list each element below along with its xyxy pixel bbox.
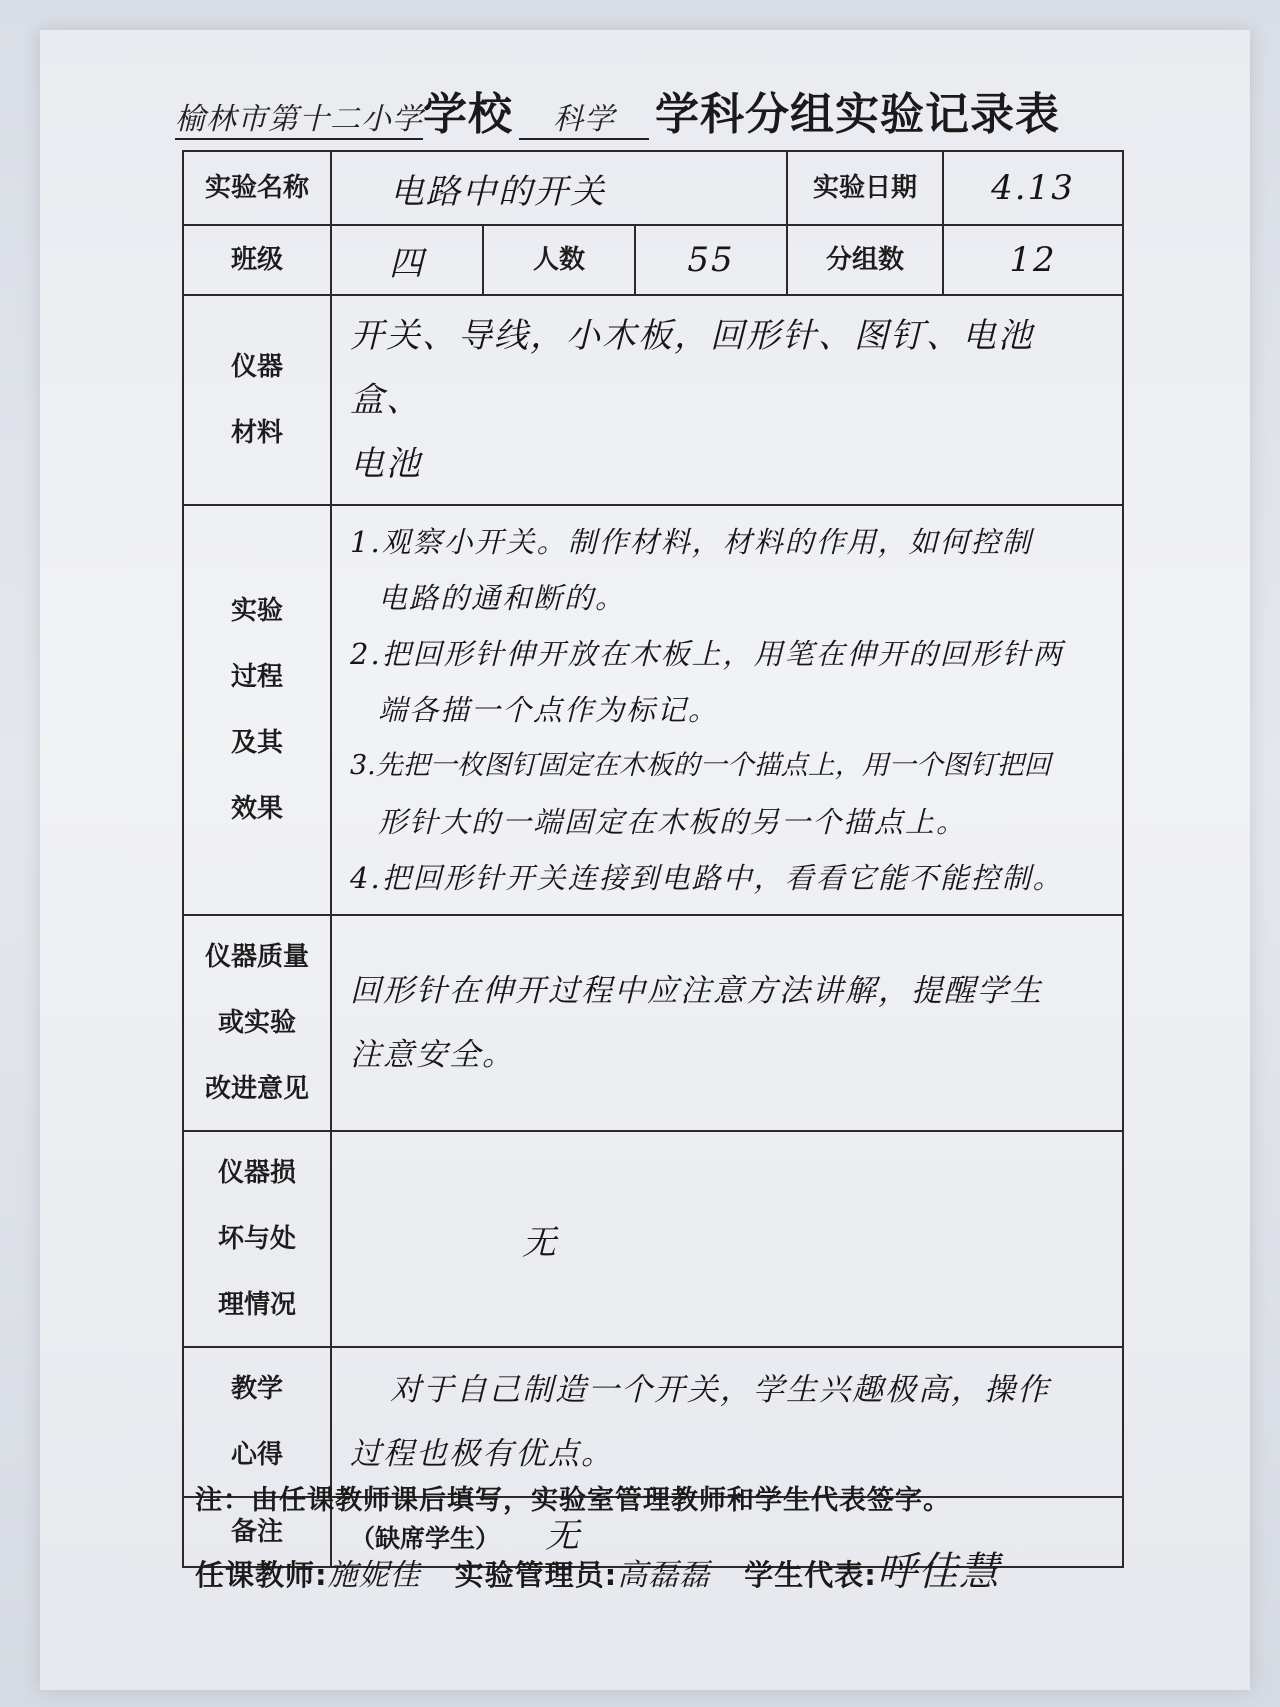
subject-handwritten: 科学 (519, 94, 649, 140)
teacher-label: 任课教师: (195, 1558, 328, 1592)
process-content (331, 505, 1123, 915)
process-label (183, 505, 331, 915)
materials-label-line2: 材料 (230, 418, 283, 448)
process-line: 3.先把一枚图钉固定在木板的一个描点上，用一个图钉把回 (350, 750, 1051, 781)
process-label-line4: 效果 (230, 794, 283, 824)
class-value: 四 (389, 243, 425, 284)
experiment-date-label: 实验日期 (787, 151, 943, 225)
row-process (183, 505, 1123, 915)
materials-line-2: 电池 (350, 444, 422, 484)
student-signature: 呼佳慧 (876, 1549, 1000, 1595)
teacher-signature: 施妮佳 (327, 1558, 421, 1593)
groups-value: 12 (1009, 240, 1057, 280)
experiment-record-table (182, 150, 1124, 1568)
process-line: 1.观察小开关。制作材料，材料的作用，如何控制 (350, 525, 1033, 559)
signature-row (195, 1540, 1000, 1597)
school-name-handwritten: 榆林市第十二小学 (175, 94, 423, 140)
remarks-label: 备注 (183, 1497, 331, 1567)
damage-label-line1: 仪器损 (217, 1158, 296, 1188)
process-line: 4.把回形针开关连接到电路中，看看它能不能控制。 (350, 861, 1064, 895)
reflection-label (183, 1347, 331, 1497)
process-line: 端各描一个点作为标记。 (378, 693, 720, 727)
form-title (175, 78, 1175, 148)
quality-label-line1: 仪器质量 (204, 942, 309, 972)
class-label: 班级 (183, 225, 331, 295)
process-label-line3: 及其 (230, 728, 283, 758)
process-line: 形针大的一端固定在木板的另一个描点上。 (378, 805, 968, 839)
school-suffix: 学校 (423, 89, 513, 140)
damage-label-line3: 理情况 (217, 1290, 296, 1320)
absent-students-label: （缺席学生） (350, 1523, 501, 1553)
materials-label-line1: 仪器 (230, 352, 283, 382)
groups-cell (943, 225, 1123, 295)
experiment-date-cell (943, 151, 1123, 225)
experiment-name-value: 电路中的开关 (390, 171, 606, 212)
title-suffix: 学科分组实验记录表 (655, 89, 1060, 140)
class-cell (331, 225, 483, 295)
quality-line-2: 注意安全。 (350, 1037, 515, 1073)
damage-label-line2: 坏与处 (217, 1224, 296, 1254)
row-reflection (183, 1347, 1123, 1497)
quality-content (331, 915, 1123, 1131)
materials-label (183, 295, 331, 505)
reflection-line-1: 对于自己制造一个开关，学生兴趣极高，操作 (390, 1372, 1050, 1408)
process-line: 2.把回形针伸开放在木板上，用笔在伸开的回形针两 (350, 637, 1064, 671)
people-cell (635, 225, 787, 295)
process-label-line2: 过程 (230, 662, 283, 692)
process-line: 电路的通和断的。 (378, 581, 627, 615)
reflection-content (331, 1347, 1123, 1497)
materials-line-1: 开关、导线，小木板，回形针、图钉、电池盒、 (350, 316, 1034, 420)
row-class-info (183, 225, 1123, 295)
quality-label-line3: 改进意见 (204, 1074, 309, 1104)
footer-note: 注：由任课教师课后填写，实验室管理教师和学生代表签字。 (195, 1485, 951, 1516)
materials-content (331, 295, 1123, 505)
admin-label: 实验管理员: (454, 1558, 618, 1592)
damage-content (331, 1131, 1123, 1347)
people-label: 人数 (483, 225, 635, 295)
process-label-line1: 实验 (230, 596, 283, 626)
quality-label (183, 915, 331, 1131)
people-value: 55 (687, 240, 735, 280)
experiment-date-value: 4.13 (991, 168, 1075, 208)
student-label: 学生代表: (744, 1558, 877, 1592)
damage-value: 无 (522, 1222, 558, 1263)
quality-line-1: 回形针在伸开过程中应注意方法讲解，提醒学生 (350, 973, 1043, 1009)
groups-label: 分组数 (787, 225, 943, 295)
row-quality (183, 915, 1123, 1131)
quality-label-line2: 或实验 (217, 1008, 296, 1038)
reflection-label-line2: 心得 (230, 1440, 283, 1470)
remarks-value: 无 (545, 1515, 582, 1556)
row-damage (183, 1131, 1123, 1347)
reflection-line-2: 过程也极有优点。 (350, 1436, 614, 1472)
row-experiment-name (183, 151, 1123, 225)
row-materials (183, 295, 1123, 505)
damage-label (183, 1131, 331, 1347)
admin-signature: 高磊磊 (617, 1558, 711, 1593)
experiment-name-cell (331, 151, 787, 225)
reflection-label-line1: 教学 (230, 1374, 283, 1404)
experiment-name-label: 实验名称 (183, 151, 331, 225)
